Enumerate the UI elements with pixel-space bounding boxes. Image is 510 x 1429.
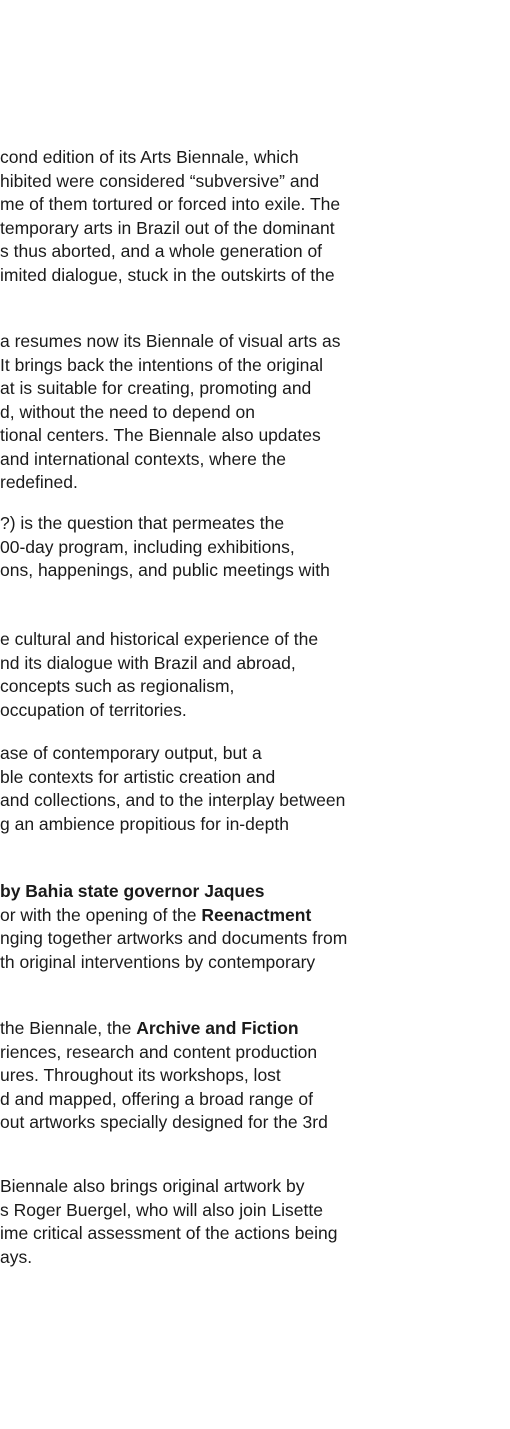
text-line: [0, 217, 335, 240]
text-span: g an ambience propitious for in-depth: [0, 813, 289, 834]
text-span: concepts such as regionalism,: [0, 676, 235, 696]
text-line: [0, 1222, 338, 1245]
text-span: s Roger Buergel, who will also join Lisette: [0, 1199, 323, 1220]
text-span: 00-day program, including exhibitions,: [0, 536, 295, 557]
text-line: [0, 628, 318, 651]
bold-text: Reenactment: [201, 904, 312, 925]
text-line: [0, 146, 299, 169]
text-line: [0, 1088, 313, 1111]
bold-text: Archive and Fiction: [136, 1018, 299, 1038]
text-line: [0, 1111, 328, 1134]
text-line: [0, 951, 315, 974]
text-span: ures. Throughout its workshops, lost: [0, 1065, 281, 1085]
text-line: [0, 699, 187, 722]
text-line: [0, 559, 330, 582]
text-span: a resumes now its Biennale of visual arts as: [0, 331, 341, 351]
text-span: and international contexts, where the: [0, 448, 287, 469]
text-span: nd its dialogue with Brazil and abroad,: [0, 652, 296, 673]
text-line: [0, 813, 289, 836]
text-line: [0, 512, 284, 535]
text-span: or with the opening of the: [0, 904, 202, 925]
text-line: [0, 240, 322, 263]
text-span: at is suitable for creating, promoting and: [0, 378, 312, 398]
bold-text: by Bahia state governor Jaques: [0, 881, 265, 901]
text-line: [0, 1041, 317, 1064]
text-line: [0, 742, 262, 765]
text-line: [0, 1017, 299, 1040]
text-line: [0, 170, 319, 193]
text-span: me of them tortured or forced into exile. The: [0, 194, 341, 214]
text-line: [0, 354, 323, 377]
text-line: [0, 927, 347, 950]
text-span: temporary arts in Brazil out of the dominant: [0, 217, 335, 238]
text-span: ble contexts for artistic creation and: [0, 766, 276, 787]
text-line: [0, 880, 265, 903]
text-span: the Biennale, the: [0, 1018, 137, 1038]
text-line: [0, 766, 275, 789]
text-line: [0, 1246, 32, 1269]
text-span: nging together artworks and documents from: [0, 928, 348, 948]
text-line: [0, 401, 255, 424]
text-span: out artworks specially designed for the 3rd: [0, 1112, 328, 1132]
text-line: [0, 448, 286, 471]
text-span: ase of contemporary output, but a: [0, 743, 262, 763]
text-span: occupation of territories.: [0, 699, 187, 720]
text-line: [0, 675, 234, 698]
text-span: th original interventions by contemporary: [0, 951, 316, 972]
text-span: ?) is the question that permeates the: [0, 513, 285, 533]
text-line: [0, 330, 340, 353]
text-line: [0, 1064, 281, 1087]
text-span: d, without the need to depend on: [0, 401, 255, 422]
text-line: [0, 424, 321, 447]
text-span: It brings back the intentions of the original: [0, 354, 323, 375]
text-line: [0, 789, 345, 812]
text-span: d and mapped, offering a broad range of: [0, 1088, 313, 1109]
text-span: tional centers. The Biennale also updates: [0, 425, 321, 445]
text-span: cond edition of its Arts Biennale, which: [0, 147, 299, 167]
text-span: riences, research and content production: [0, 1041, 318, 1062]
text-line: [0, 471, 78, 494]
text-span: s thus aborted, and a whole generation of: [0, 241, 323, 261]
text-span: and collections, and to the interplay between: [0, 790, 346, 810]
text-line: [0, 264, 335, 287]
text-span: hibited were considered “subversive” and: [0, 170, 320, 191]
text-line: [0, 193, 340, 216]
text-span: Biennale also brings original artwork by: [0, 1176, 305, 1196]
text-span: ons, happenings, and public meetings with: [0, 560, 330, 580]
text-span: e cultural and historical experience of the: [0, 629, 319, 649]
text-line: [0, 1175, 304, 1198]
text-line: [0, 904, 311, 927]
text-line: [0, 377, 311, 400]
text-line: [0, 1199, 323, 1222]
text-line: [0, 536, 295, 559]
text-span: redefined.: [0, 472, 78, 492]
text-span: ime critical assessment of the actions being: [0, 1223, 338, 1243]
text-span: imited dialogue, stuck in the outskirts of the: [0, 264, 335, 285]
text-span: ays.: [0, 1246, 33, 1267]
text-line: [0, 652, 296, 675]
